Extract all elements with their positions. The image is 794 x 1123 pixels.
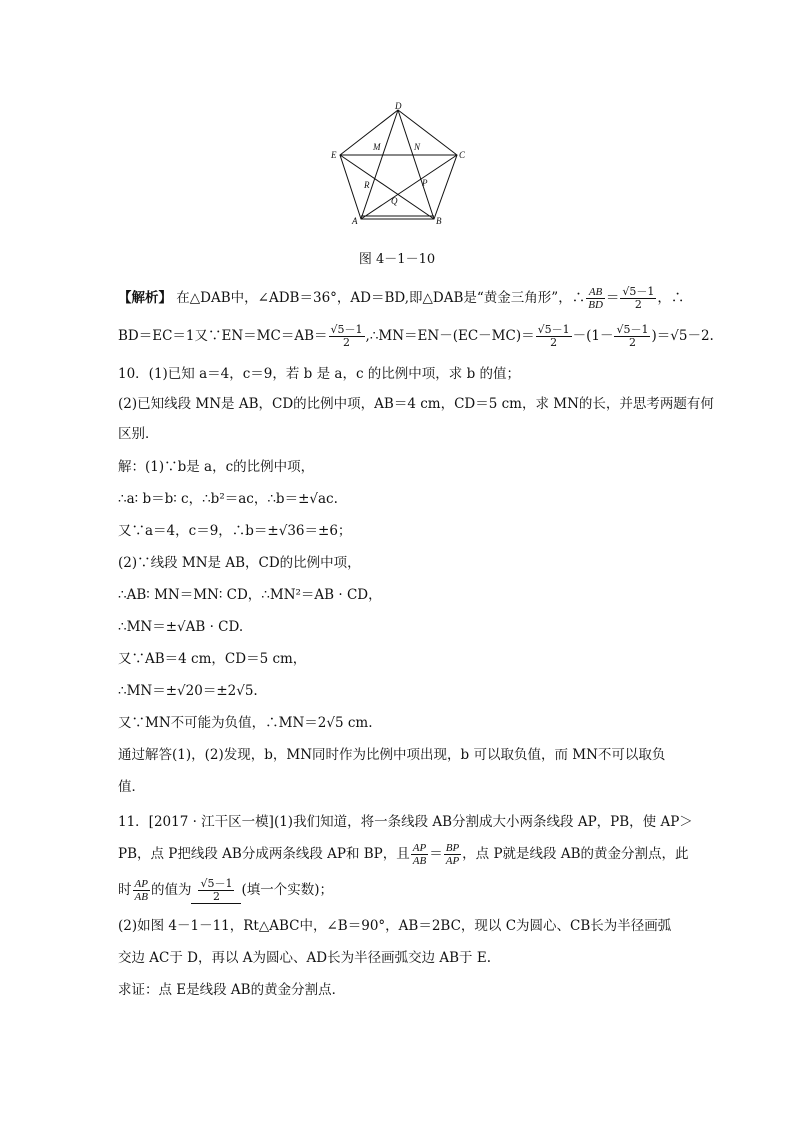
fraction-golden-3: $\frac{√5-1}{2}$: [537, 323, 570, 349]
fraction-golden-4: $\frac{√5-1}{2}$: [616, 323, 649, 349]
fraction-golden-2: $\frac{√5-1}{2}$: [330, 323, 363, 349]
q10-line-1: 10．(1)已知 a＝4，c＝9，若 b 是 a，c 的比例中项，求 b 的值；: [118, 366, 521, 382]
q10-line-10: 又∵AB＝4 cm，CD＝5 cm，: [118, 651, 307, 667]
label-e: E: [331, 150, 337, 160]
figure-caption: 图 4－1－10: [358, 252, 436, 267]
analysis-line-1: [118, 286, 684, 311]
q11-l2a: PB，点 P把线段 AB分成两条线段 AP和 BP，且: [118, 846, 410, 862]
q10-line-6: 又∵a＝4，c＝9，∴b＝±√36＝±6；: [118, 523, 352, 539]
label-d: D: [395, 101, 402, 111]
label-n: N: [414, 142, 421, 152]
q10-line-2: (2)已知线段 MN是 AB，CD的比例中项，AB＝4 cm，CD＝5 cm，求 MN的长，并思考两题有何: [118, 396, 714, 412]
fraction-bp-ap: $\frac{BP}{AP}$: [445, 842, 460, 867]
answer-blank: $\frac{√5-1}{2}$: [191, 878, 241, 904]
diagonal-ca: [361, 155, 457, 219]
analysis-l2b: ,∴MN＝EN－(EC－MC)＝: [365, 328, 535, 344]
label-r: R: [364, 180, 370, 190]
q11-l2b: ＝: [429, 846, 443, 862]
analysis-l1b: ＝: [605, 290, 620, 306]
q11-line-3: [118, 878, 333, 904]
q10-line-7: (2)∵线段 MN是 AB，CD的比例中项，: [118, 555, 361, 571]
fraction-ap-ab-2: $\frac{AP}{AB}$: [134, 878, 148, 903]
label-a: A: [352, 216, 358, 225]
label-b: B: [436, 216, 442, 225]
analysis-l2a: BD＝EC＝1又∵EN＝MC＝AB＝: [118, 328, 328, 344]
pentagon-outline: [340, 110, 457, 219]
q10-line-12: 又∵MN不可能为负值，∴MN＝2√5 cm.: [118, 715, 373, 731]
analysis-tag: 【解析】: [118, 290, 172, 306]
q11-l3c: (填一个实数)；: [241, 882, 334, 898]
label-c: C: [459, 150, 465, 160]
q11-line-6: 求证：点 E是线段 AB的黄金分割点．: [118, 982, 346, 998]
analysis-l2c: －: [572, 328, 587, 344]
q10-line-14: 值．: [118, 779, 145, 795]
label-m: M: [373, 142, 381, 152]
q11-line-1: 11．[2017 · 江干区一模](1)我们知道，将一条线段 AB分割成大小两条线段 AP，PB，使 AP＞: [118, 814, 693, 830]
q11-line-2: [118, 842, 689, 867]
q10-line-4: 解：(1)∵b是 a，c的比例中项，: [118, 459, 315, 475]
q10-line-5: ∴a∶ b＝b∶ c，∴b²＝ac，∴b＝±√ac.: [118, 491, 338, 507]
diagonal-bd: [398, 110, 434, 219]
diagonal-eb: [340, 155, 434, 219]
analysis-l1c: ，∴: [657, 290, 685, 306]
q11-l3b: 的值为: [150, 882, 192, 898]
fraction-golden-1: $\frac{√5-1}{2}$: [622, 285, 655, 311]
analysis-l2d: (1－: [586, 328, 614, 344]
q10-line-11: ∴MN＝±√20＝±2√5.: [118, 683, 258, 699]
q10-line-8: ∴AB∶ MN＝MN∶ CD，∴MN²＝AB · CD，: [118, 587, 382, 603]
pentagon-figure: [330, 100, 465, 225]
fraction-ap-ab: $\frac{AP}{AB}$: [412, 842, 427, 867]
fraction-ab-bd: $\frac{AB}{BD}$: [588, 286, 603, 311]
q10-line-3: 区别．: [118, 426, 159, 442]
label-q: Q: [391, 196, 398, 206]
analysis-l1a: 在△DAB中，∠ADB＝36°，AD＝BD,即△DAB是“黄金三角形”，∴: [176, 290, 586, 306]
q11-l3a: 时: [118, 882, 132, 898]
q10-line-9: ∴MN＝±√AB · CD.: [118, 619, 244, 635]
q11-l2c: ，点 P就是线段 AB的黄金分割点，此: [462, 846, 689, 862]
label-p: P: [422, 178, 428, 188]
q11-line-4: (2)如图 4－1－11，Rt△ABC中，∠B＝90°，AB＝2BC，现以 C为圆心、CB长为半径画弧: [118, 918, 672, 934]
analysis-l2e: )＝√5－2.: [651, 328, 714, 344]
analysis-line-2: [118, 324, 714, 349]
q10-line-13: 通过解答(1)，(2)发现，b，MN同时作为比例中项出现，b 可以取负值，而 MN不可以取负: [118, 747, 666, 763]
q11-line-5: 交边 AC于 D，再以 A为圆心、AD长为半径画弧交边 AB于 E.: [118, 950, 491, 966]
